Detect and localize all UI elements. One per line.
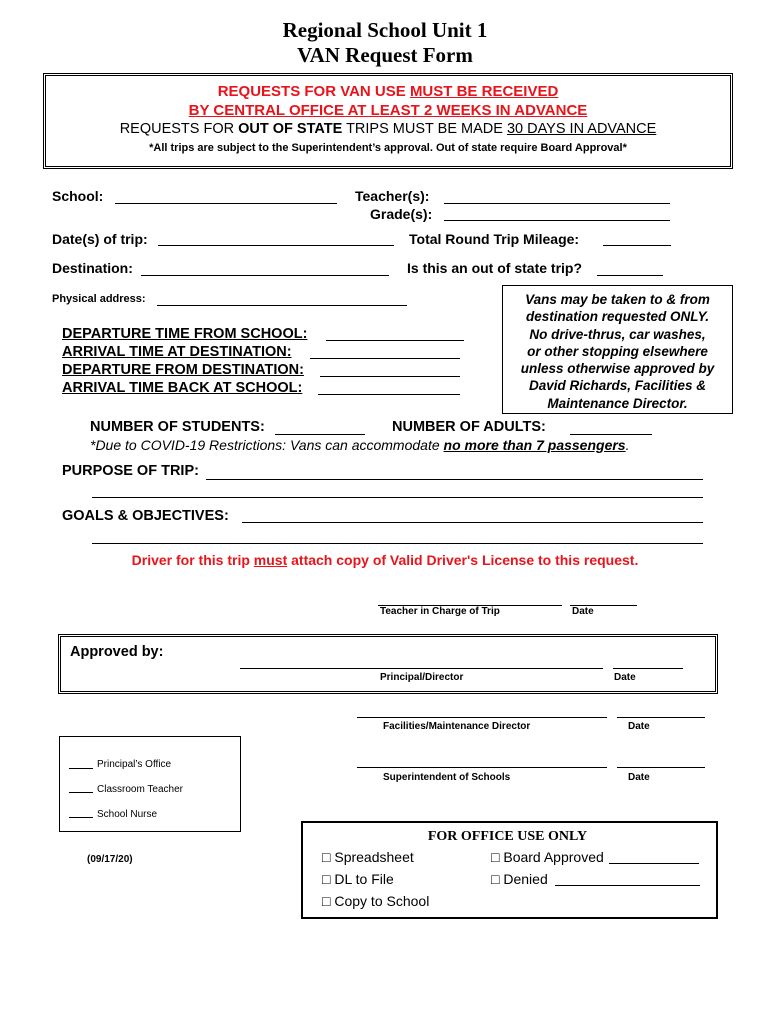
facilities-date-line[interactable]	[617, 717, 705, 718]
notice-line-3-mid: TRIPS MUST BE MADE	[342, 121, 507, 137]
board-approved-checkbox[interactable]: □	[491, 849, 500, 865]
facilities-label: Facilities/Maintenance Director	[383, 721, 531, 732]
notice-line-3-underline: 30 DAYS IN ADVANCE	[506, 121, 657, 137]
out-of-state-input-line[interactable]	[597, 275, 663, 276]
approved-by-label: Approved by:	[70, 644, 164, 660]
goals-label: GOALS & OBJECTIVES:	[62, 508, 229, 524]
notice-line-4: *All trips are subject to the Superintendent’s approval. Out of state require Board Approval*	[149, 142, 627, 154]
spreadsheet-option[interactable]	[322, 849, 414, 865]
notice-line-3-bold: OUT OF STATE	[238, 121, 343, 137]
driver-note-suffix: attach copy of Valid Driver's License to this request.	[287, 552, 639, 568]
arrival-school-input-line[interactable]	[318, 394, 460, 395]
notice-line-3	[46, 120, 730, 139]
goals-input-line-2[interactable]	[92, 543, 703, 544]
vans-note-line-6: David Richards, Facilities &	[528, 378, 707, 394]
board-approved-label: Board Approved	[503, 849, 604, 865]
principals-office-label: Principal’s Office	[97, 759, 172, 770]
adults-input-line[interactable]	[570, 434, 652, 435]
dl-to-file-option[interactable]	[322, 871, 394, 887]
driver-note-prefix: Driver for this trip	[131, 552, 254, 568]
notice-line-2: BY CENTRAL OFFICE AT LEAST 2 WEEKS IN ADVANCE	[188, 102, 588, 119]
departure-destination-label: DEPARTURE FROM DESTINATION:	[62, 362, 304, 378]
dates-label: Date(s) of trip:	[52, 231, 148, 247]
title-line-2: VAN Request Form	[297, 43, 473, 67]
approved-by-box	[58, 634, 718, 694]
address-label: Physical address:	[52, 293, 146, 305]
dl-to-file-label: DL to File	[334, 871, 394, 887]
classroom-teacher-label: Classroom Teacher	[97, 784, 183, 795]
copy-to-school-label: Copy to School	[334, 893, 430, 909]
covid-note-suffix: .	[625, 437, 630, 453]
principal-signature-line[interactable]	[240, 668, 603, 669]
superintendent-date-line[interactable]	[617, 767, 705, 768]
board-approved-input-line[interactable]	[609, 863, 699, 864]
vans-note-line-3: No drive-thrus, car washes,	[529, 326, 706, 342]
covid-note-emph: no more than 7 passengers	[443, 437, 626, 453]
covid-note-prefix: *Due to COVID-19 Restrictions: Vans can accommodate	[90, 437, 444, 453]
purpose-input-line-1[interactable]	[206, 479, 703, 480]
mileage-input-line[interactable]	[603, 245, 671, 246]
driver-note-emph: must	[253, 552, 288, 568]
notice-text	[46, 82, 730, 158]
revision-date: (09/17/20)	[87, 854, 133, 865]
grades-label: Grade(s):	[370, 206, 433, 222]
form-title	[0, 18, 770, 68]
office-use-title: FOR OFFICE USE ONLY	[427, 829, 588, 844]
vans-note-text	[502, 291, 733, 412]
teachers-label: Teacher(s):	[355, 188, 430, 204]
destination-label: Destination:	[52, 260, 133, 276]
title-line-1: Regional School Unit 1	[282, 18, 488, 42]
school-input-line[interactable]	[115, 203, 337, 204]
adults-label: NUMBER OF ADULTS:	[392, 419, 546, 435]
purpose-input-line-2[interactable]	[92, 497, 703, 498]
times-block	[62, 325, 307, 397]
notice-line-1-prefix: REQUESTS FOR VAN USE	[217, 83, 410, 100]
arrival-destination-label: ARRIVAL TIME AT DESTINATION:	[62, 344, 292, 360]
dl-to-file-checkbox[interactable]: □	[322, 871, 331, 887]
denied-checkbox[interactable]: □	[491, 871, 500, 887]
principal-date-label: Date	[614, 672, 636, 683]
departure-school-input-line[interactable]	[326, 340, 464, 341]
teacher-date-label: Date	[572, 606, 594, 617]
principal-date-line[interactable]	[613, 668, 683, 669]
grades-input-line[interactable]	[444, 220, 670, 221]
notice-line-1	[46, 82, 730, 101]
students-input-line[interactable]	[275, 434, 365, 435]
facilities-signature-line[interactable]	[357, 717, 607, 718]
notice-line-1-emph: MUST BE RECEIVED	[409, 83, 559, 100]
classroom-teacher-check-line[interactable]	[69, 792, 93, 793]
address-input-line[interactable]	[157, 305, 407, 306]
vans-note-line-2: destination requested ONLY.	[525, 309, 710, 325]
vans-note-line-7: Maintenance Director.	[547, 395, 688, 411]
principals-office-check-line[interactable]	[69, 768, 93, 769]
vans-note-line-5: unless otherwise approved by	[520, 361, 715, 377]
covid-note	[90, 437, 629, 453]
mileage-label: Total Round Trip Mileage:	[409, 231, 580, 247]
copy-to-school-checkbox[interactable]: □	[322, 893, 331, 909]
arrival-destination-input-line[interactable]	[310, 358, 460, 359]
notice-line-3-prefix: REQUESTS FOR	[119, 121, 239, 137]
spreadsheet-label: Spreadsheet	[334, 849, 414, 865]
copy-to-school-option[interactable]	[322, 893, 429, 909]
board-approved-option[interactable]	[491, 849, 604, 865]
vans-note-line-1: Vans may be taken to & from	[525, 292, 710, 307]
denied-input-line[interactable]	[555, 885, 700, 886]
superintendent-label: Superintendent of Schools	[383, 772, 511, 783]
school-nurse-label: School Nurse	[97, 809, 158, 820]
arrival-school-label: ARRIVAL TIME BACK AT SCHOOL:	[62, 380, 303, 396]
departure-destination-input-line[interactable]	[320, 376, 460, 377]
goals-input-line-1[interactable]	[242, 522, 703, 523]
teachers-input-line[interactable]	[444, 203, 670, 204]
dates-input-line[interactable]	[158, 245, 394, 246]
purpose-label: PURPOSE OF TRIP:	[62, 463, 199, 479]
students-label: NUMBER OF STUDENTS:	[90, 419, 265, 435]
principal-label: Principal/Director	[380, 672, 464, 683]
superintendent-date-label: Date	[628, 772, 650, 783]
teacher-in-charge-label: Teacher in Charge of Trip	[380, 606, 500, 617]
destination-input-line[interactable]	[141, 275, 389, 276]
facilities-date-label: Date	[628, 721, 650, 732]
spreadsheet-checkbox[interactable]: □	[322, 849, 331, 865]
departure-school-label: DEPARTURE TIME FROM SCHOOL:	[62, 326, 308, 342]
denied-label: Denied	[503, 871, 548, 887]
out-of-state-label: Is this an out of state trip?	[407, 260, 583, 276]
school-nurse-check-line[interactable]	[69, 817, 93, 818]
vans-note-line-4: or other stopping elsewhere	[527, 343, 708, 359]
denied-option[interactable]	[491, 871, 548, 887]
superintendent-signature-line[interactable]	[357, 767, 607, 768]
driver-note	[0, 552, 770, 568]
school-label: School:	[52, 188, 104, 204]
